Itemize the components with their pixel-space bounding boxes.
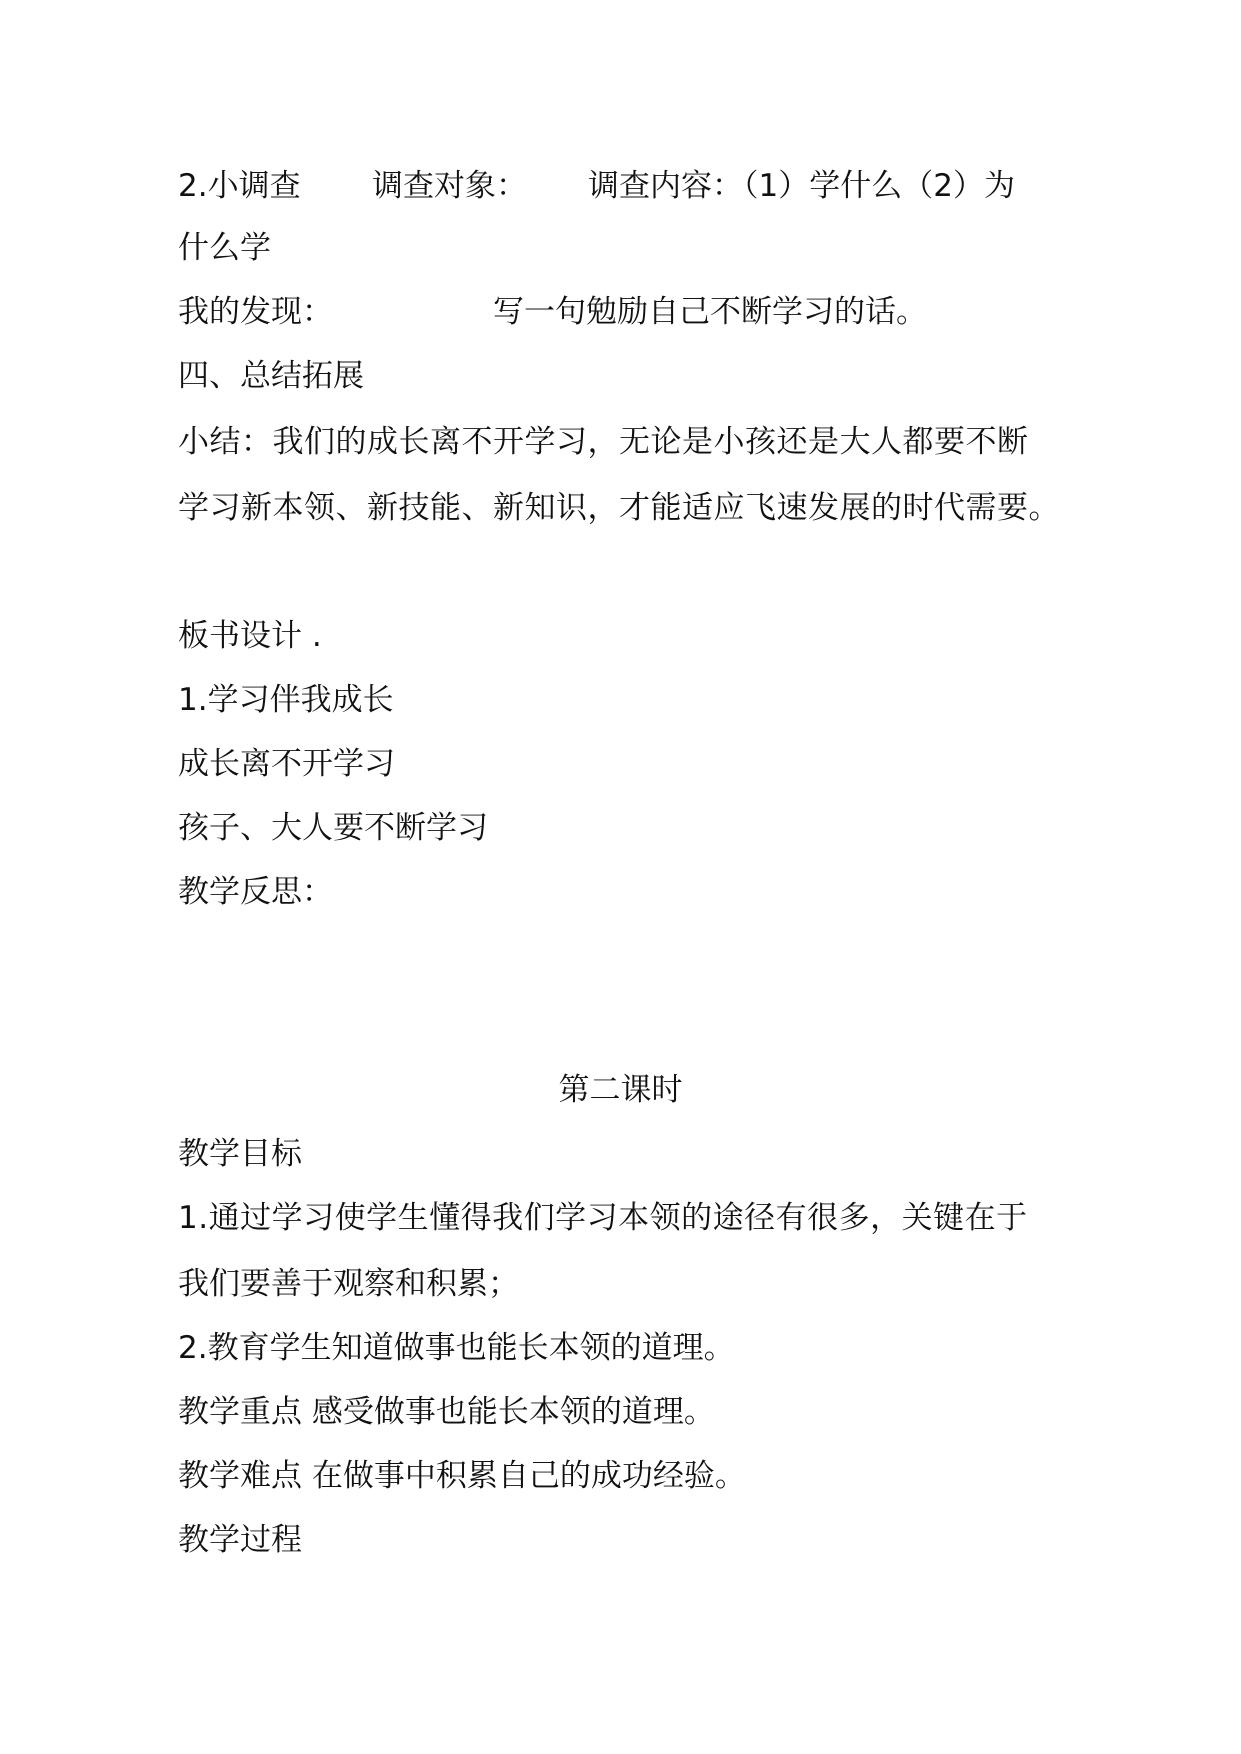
lesson-title: 第二课时	[558, 1072, 683, 1108]
board-title: 1.学习伴我成长	[178, 682, 394, 718]
finding-line	[178, 292, 1078, 332]
reflection-label: 教学反思：	[178, 874, 333, 910]
survey-line	[178, 166, 1078, 206]
goals-heading: 教学目标	[178, 1136, 302, 1172]
summary-line-1: 小结：我们的成长离不开学习，无论是小孩还是大人都要不断	[178, 424, 1029, 460]
finding-label: 我的发现：	[178, 294, 333, 330]
goal-1-line-1: 1.通过学习使学生懂得我们学习本领的途径有很多，关键在于	[178, 1200, 1028, 1236]
finding-prompt: 写一句勉励自己不断学习的话。	[493, 294, 927, 330]
survey-content: 调查内容：（1）学什么（2）为	[588, 168, 1015, 204]
section-heading: 四、总结拓展	[178, 358, 364, 394]
key-point: 教学重点 感受做事也能长本领的道理。	[178, 1394, 715, 1430]
summary-line-2: 学习新本领、新技能、新知识，才能适应飞速发展的时代需要。	[178, 490, 1060, 526]
board-heading: 板书设计 .	[178, 618, 322, 654]
goal-1-line-2: 我们要善于观察和积累；	[178, 1266, 519, 1302]
survey-object: 调查对象：	[372, 168, 527, 204]
goal-2: 2.教育学生知道做事也能长本领的道理。	[178, 1330, 735, 1366]
survey-label: 2.小调查	[178, 168, 301, 204]
survey-content-continued: 什么学	[178, 230, 271, 266]
process-heading: 教学过程	[178, 1522, 302, 1558]
difficulty-point: 教学难点 在做事中积累自己的成功经验。	[178, 1458, 746, 1494]
board-point-1: 成长离不开学习	[178, 746, 395, 782]
board-point-2: 孩子、大人要不断学习	[178, 810, 488, 846]
